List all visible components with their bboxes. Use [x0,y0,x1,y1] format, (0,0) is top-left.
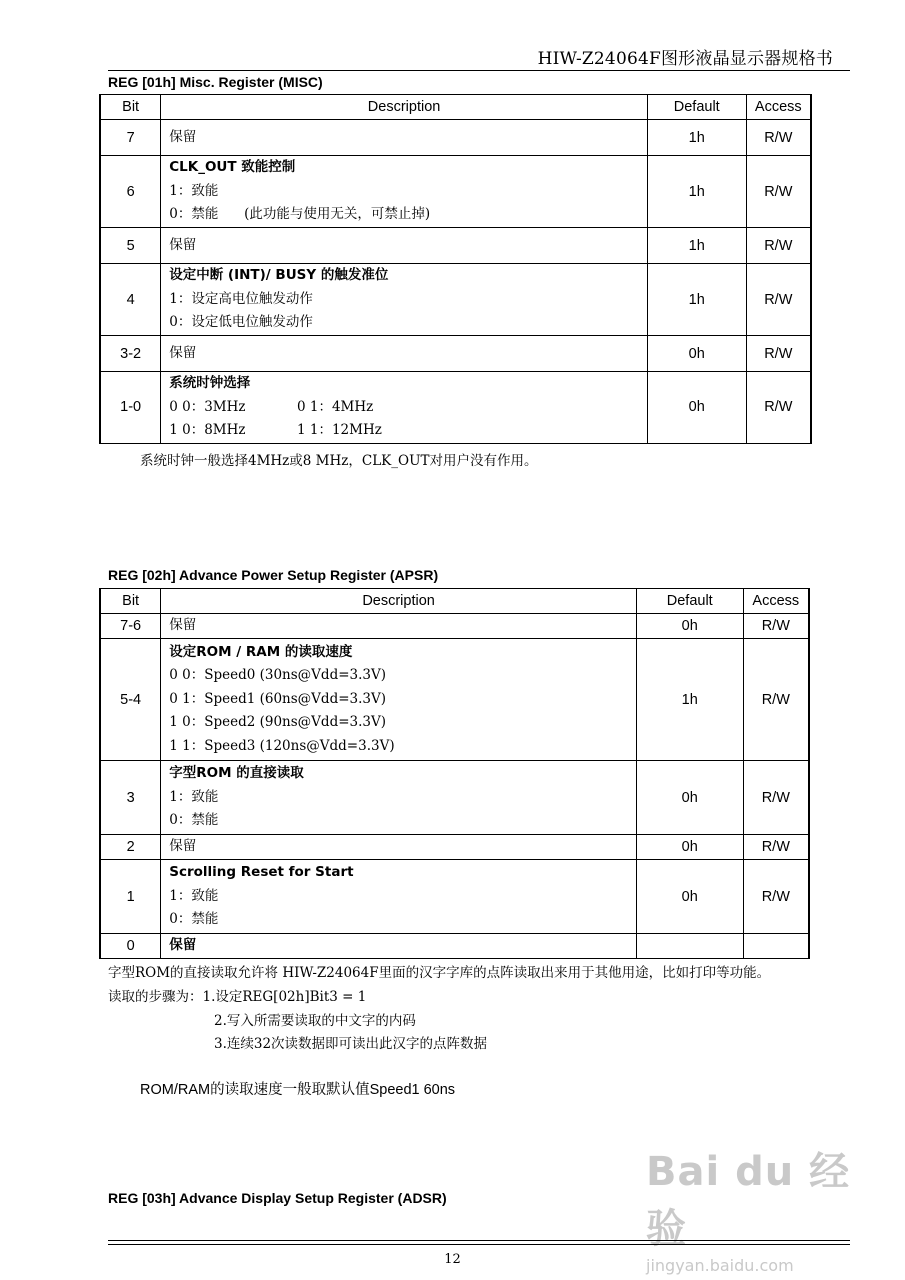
bit-cell: 1 [100,860,161,934]
description-line: 保留 [169,128,197,145]
table-row [100,228,811,264]
table-row [100,835,809,860]
table-row [100,761,809,835]
access-cell: R/W [743,639,809,761]
default-cell: 0h [647,336,746,372]
access-cell: R/W [746,228,811,264]
table-row [100,120,811,156]
col-header-bit: Bit [100,589,161,614]
reg02-note-3: 2.写入所需要读取的中文字的内码 [214,1013,416,1029]
default-cell: 1h [647,264,746,336]
col-header-default: Default [636,589,743,614]
access-cell: R/W [743,761,809,835]
description-line: 1 0：8MHz 1 1：12MHz [169,422,382,438]
description-line: 设定中断 (INT)/ BUSY 的触发准位 [169,267,389,284]
default-cell: 0h [636,761,743,835]
watermark-brand: Bai du 经验 [646,1149,851,1252]
reg02-table [99,588,810,959]
description-line: 0：禁能 (此功能与使用无关，可禁止掉) [169,206,431,223]
table-row [100,860,809,934]
description-cell [161,156,648,228]
access-cell: R/W [746,156,811,228]
access-cell: R/W [746,372,811,444]
bit-cell: 5-4 [100,639,161,761]
bit-cell: 4 [100,264,161,336]
bit-cell: 3 [100,761,161,835]
access-cell: R/W [746,264,811,336]
description-cell [161,264,648,336]
description-line: 0 0：Speed0 (30ns@Vdd=3.3V) [169,667,387,684]
table-row [100,264,811,336]
default-cell: 1h [636,639,743,761]
reg02-note-2: 读取的步骤为：1.设定REG[02h]Bit3 = 1 [108,989,367,1005]
description-line: 1 0：Speed2 (90ns@Vdd=3.3V) [169,714,387,731]
header-divider [108,70,850,71]
reg01-title: REG [01h] Misc. Register (MISC) [108,74,323,90]
access-cell: R/W [746,120,811,156]
bit-cell: 1-0 [100,372,161,444]
baidu-jingyan-watermark [646,1140,856,1275]
default-cell: 1h [647,228,746,264]
table-row [100,372,811,444]
col-header-access: Access [743,589,809,614]
description-line: 保留 [169,236,197,253]
col-header-access: Access [746,95,811,120]
description-cell [161,120,648,156]
description-cell [161,228,648,264]
description-line: 0：设定低电位触发动作 [169,314,313,331]
description-line: CLK_OUT 致能控制 [169,159,296,176]
footer-divider-bottom [108,1244,850,1245]
table-row [100,614,809,639]
table-header-row [100,589,809,614]
description-cell [161,934,637,959]
description-cell [161,860,637,934]
footer-divider-top [108,1240,850,1241]
bit-cell: 3-2 [100,336,161,372]
bit-cell: 7 [100,120,161,156]
access-cell [743,934,809,959]
description-line: 保留 [169,617,197,634]
reg01-note: 系统时钟一般选择4MHz或8 MHz，CLK_OUT对用户没有作用。 [140,453,538,469]
description-line: 1 1：Speed3 (120ns@Vdd=3.3V) [169,737,395,754]
description-line: 1：致能 [169,182,219,199]
page-number: 12 [444,1252,461,1267]
col-header-description: Description [161,95,648,120]
bit-cell: 5 [100,228,161,264]
description-line: 1：设定高电位触发动作 [169,290,313,307]
description-line: 字型ROM 的直接读取 [169,765,304,782]
description-line: 保留 [169,838,197,855]
description-cell [161,336,648,372]
bit-cell: 7-6 [100,614,161,639]
description-line: 系统时钟选择 [169,375,251,391]
default-cell: 1h [647,156,746,228]
default-cell: 0h [647,372,746,444]
reg02-speed-note: ROM/RAM的读取速度一般取默认值Speed1 60ns [140,1082,456,1098]
col-header-description: Description [161,589,637,614]
table-row [100,934,809,959]
default-cell: 1h [647,120,746,156]
reg02-title: REG [02h] Advance Power Setup Register (APSR) [108,567,439,583]
description-line: 保留 [169,937,197,954]
access-cell: R/W [746,336,811,372]
description-line: 0：禁能 [169,812,219,829]
reg01-table [99,94,812,444]
access-cell: R/W [743,835,809,860]
description-line: 1：致能 [169,788,219,805]
description-cell [161,614,637,639]
default-cell: 0h [636,835,743,860]
description-cell [161,639,637,761]
description-line: 0 0：3MHz 0 1：4MHz [169,398,374,415]
reg02-note-1: 字型ROM的直接读取允许将 HIW-Z24064F里面的汉字字库的点阵读取出来用于其他用途，比如打印等功能。 [108,965,771,981]
col-header-bit: Bit [100,95,161,120]
description-cell [161,372,648,444]
description-line: 设定ROM / RAM 的读取速度 [169,643,353,660]
default-cell: 0h [636,860,743,934]
table-row [100,156,811,228]
watermark-url: jingyan.baidu.com [646,1256,794,1275]
table-row [100,336,811,372]
description-line: 1：致能 [169,887,219,904]
default-cell [636,934,743,959]
access-cell: R/W [743,860,809,934]
table-row [100,639,809,761]
document-header-title: HIW-Z24064F图形液晶显示器规格书 [537,49,833,69]
table-header-row [100,95,811,120]
description-cell [161,835,637,860]
access-cell: R/W [743,614,809,639]
reg03-title: REG [03h] Advance Display Setup Register (ADSR) [108,1190,447,1206]
description-line: 0 1：Speed1 (60ns@Vdd=3.3V) [169,690,387,707]
description-cell [161,761,637,835]
default-cell: 0h [636,614,743,639]
bit-cell: 0 [100,934,161,959]
description-line: Scrolling Reset for Start [169,864,354,881]
col-header-default: Default [647,95,746,120]
description-line: 保留 [169,344,197,361]
description-line: 0：禁能 [169,911,219,928]
reg02-note-4: 3.连续32次读数据即可读出此汉字的点阵数据 [214,1036,488,1052]
bit-cell: 6 [100,156,161,228]
bit-cell: 2 [100,835,161,860]
